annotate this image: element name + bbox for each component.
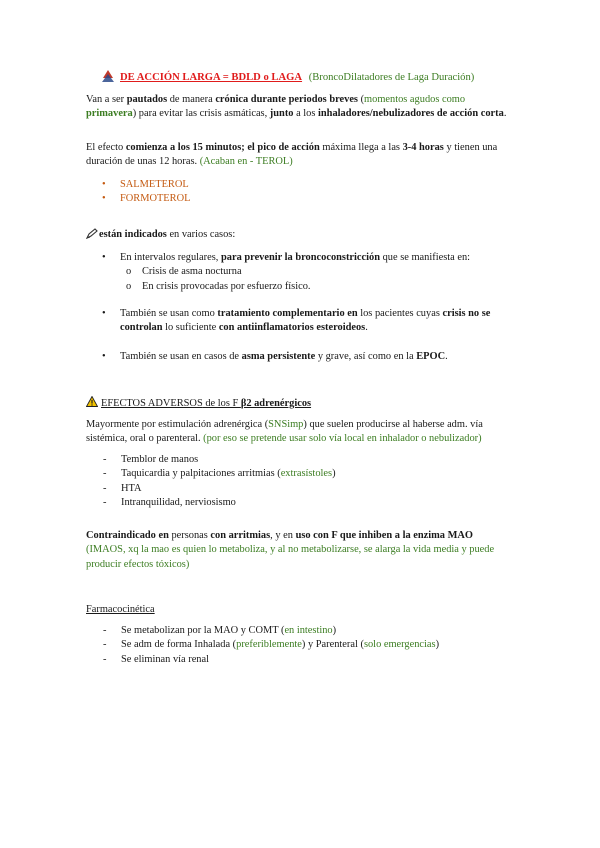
paragraph-efecto	[86, 141, 514, 170]
text: .	[503, 108, 507, 120]
text-green: (Acaban en - TEROL)	[199, 156, 293, 168]
adverse-effects-heading	[86, 396, 514, 411]
text: lo suficiente	[162, 322, 219, 334]
sub-list-item: o En crisis provocadas por esfuerzo físico.	[86, 280, 514, 294]
text-bold: inhaladores/nebulizadores de acción corta	[318, 108, 504, 120]
paragraph-contraindications	[86, 529, 514, 572]
text: ) para evitar las crisis asmáticas,	[132, 108, 270, 120]
writing-hand-icon	[86, 228, 98, 239]
text: Se metabolizan por la MAO y COMT (	[121, 625, 285, 636]
text-bold: con antiinflamatorios esteroideos	[218, 322, 366, 334]
list-item	[86, 638, 514, 652]
section-title	[102, 70, 514, 86]
text: También se usan como	[120, 308, 218, 319]
paragraph-adverse	[86, 418, 514, 447]
text-bold: crónica durante periodos breves	[215, 94, 358, 105]
text-underlined: de los F	[202, 398, 241, 409]
indications-list-3	[86, 350, 514, 364]
text: máxima llega a las	[319, 142, 403, 153]
text-green: en intestino	[284, 625, 333, 636]
list-item	[86, 251, 514, 294]
text-green: (por eso se pretende usar solo vía local en inhalador o nebulizador)	[203, 433, 482, 445]
list-item: - Se eliminan vía renal	[86, 653, 514, 667]
list-item	[86, 624, 514, 638]
text: Taquicardia y palpitaciones arritmias (	[121, 468, 281, 480]
title-paren: (BroncoDilatadores de Laga Duración)	[308, 72, 475, 83]
list-item: - Intranquilidad, nerviosismo	[86, 496, 514, 510]
text-green: SNSimp	[268, 419, 304, 430]
text: También se usan en casos de	[120, 351, 242, 362]
text: ) y Parenteral (	[301, 639, 364, 651]
text: .	[445, 351, 448, 362]
text: y grave, así como en la	[315, 351, 417, 362]
text-underlined-bold: β2 adrenérgicos	[240, 398, 312, 409]
text: , y en	[270, 530, 296, 541]
text-bold: asma persistente	[241, 351, 316, 362]
text-green: extrasístoles	[280, 468, 333, 480]
text-green: (IMAOS, xq la mao es quien lo metaboliza, y al no metabolizarse, se alarga la vida media y puede producir efectos tóxicos)	[86, 544, 495, 570]
arrow-bullet-icon	[102, 70, 114, 82]
text: y tienen una duración de unas 12 horas.	[86, 142, 498, 168]
text-bold: para prevenir la broncoconstricción	[220, 252, 381, 263]
text-green: momentos agudos como	[364, 94, 466, 105]
sub-list	[86, 265, 514, 294]
text: Se adm de forma Inhalada (	[121, 639, 237, 651]
text-bold: comienza a los 15 minutos; el pico de acción	[125, 142, 320, 153]
text-bold: están indicados	[99, 229, 167, 240]
text: )	[332, 468, 336, 480]
text-bold: 3-4 horas	[402, 142, 444, 153]
text: que se manifiesta en:	[380, 252, 471, 263]
text-bold: junto	[269, 108, 294, 120]
text: los pacientes cuyas	[357, 308, 443, 319]
text-bold: EPOC	[416, 351, 446, 362]
text: Van a ser	[86, 94, 127, 105]
text-bold: con arritmias	[210, 530, 271, 541]
indications-heading	[86, 228, 514, 242]
text: )	[332, 625, 337, 636]
sub-list-item: o Crisis de asma nocturna	[86, 265, 514, 279]
text: El efecto	[86, 142, 126, 153]
list-item: - HTA	[86, 482, 514, 496]
text-bold: crisis no se controlan	[120, 308, 491, 334]
title-main: DE ACCIÓN LARGA = BDLD o LAGA	[120, 72, 303, 83]
text-bold: Contraindicado en	[86, 530, 169, 541]
drug-list	[86, 178, 514, 207]
text: a los	[293, 108, 319, 120]
text: personas	[168, 530, 211, 541]
warning-icon	[86, 396, 98, 407]
text-green-bold: primavera	[86, 108, 133, 120]
text: (	[357, 94, 365, 105]
list-item: - Temblor de manos	[86, 453, 514, 467]
text: En intervalos regulares,	[120, 252, 221, 263]
indications-list	[86, 251, 514, 294]
text-underlined: Farmacocinética	[86, 604, 155, 615]
text: )	[435, 639, 440, 651]
text: Mayormente por estimulación adrenérgica (	[86, 419, 269, 430]
paragraph-pautados	[86, 93, 514, 122]
indications-list-2	[86, 307, 514, 336]
text: en varios casos:	[166, 229, 236, 240]
list-item	[86, 350, 514, 364]
pharmacokinetics-list	[86, 624, 514, 667]
text: de manera	[167, 94, 216, 105]
text-green: preferiblemente	[236, 639, 302, 651]
text: ) que suelen producirse al haberse adm. vía sistémica, oral o parenteral.	[86, 419, 483, 445]
text-bold: uso con F que inhiben a la enzima MAO	[295, 530, 473, 541]
text-underlined: EFECTOS ADVERSOS	[101, 398, 203, 409]
text-green: solo emergencias	[363, 639, 436, 651]
list-item: • SALMETEROL	[86, 178, 514, 192]
list-item: • FORMOTEROL	[86, 192, 514, 206]
pharmacokinetics-heading	[86, 603, 514, 617]
text-bold: tratamiento complementario en	[217, 308, 358, 319]
adverse-effects-list	[86, 453, 514, 510]
text-bold: pautados	[126, 94, 168, 105]
list-item	[86, 307, 514, 336]
list-item	[86, 467, 514, 481]
text: .	[365, 322, 368, 334]
